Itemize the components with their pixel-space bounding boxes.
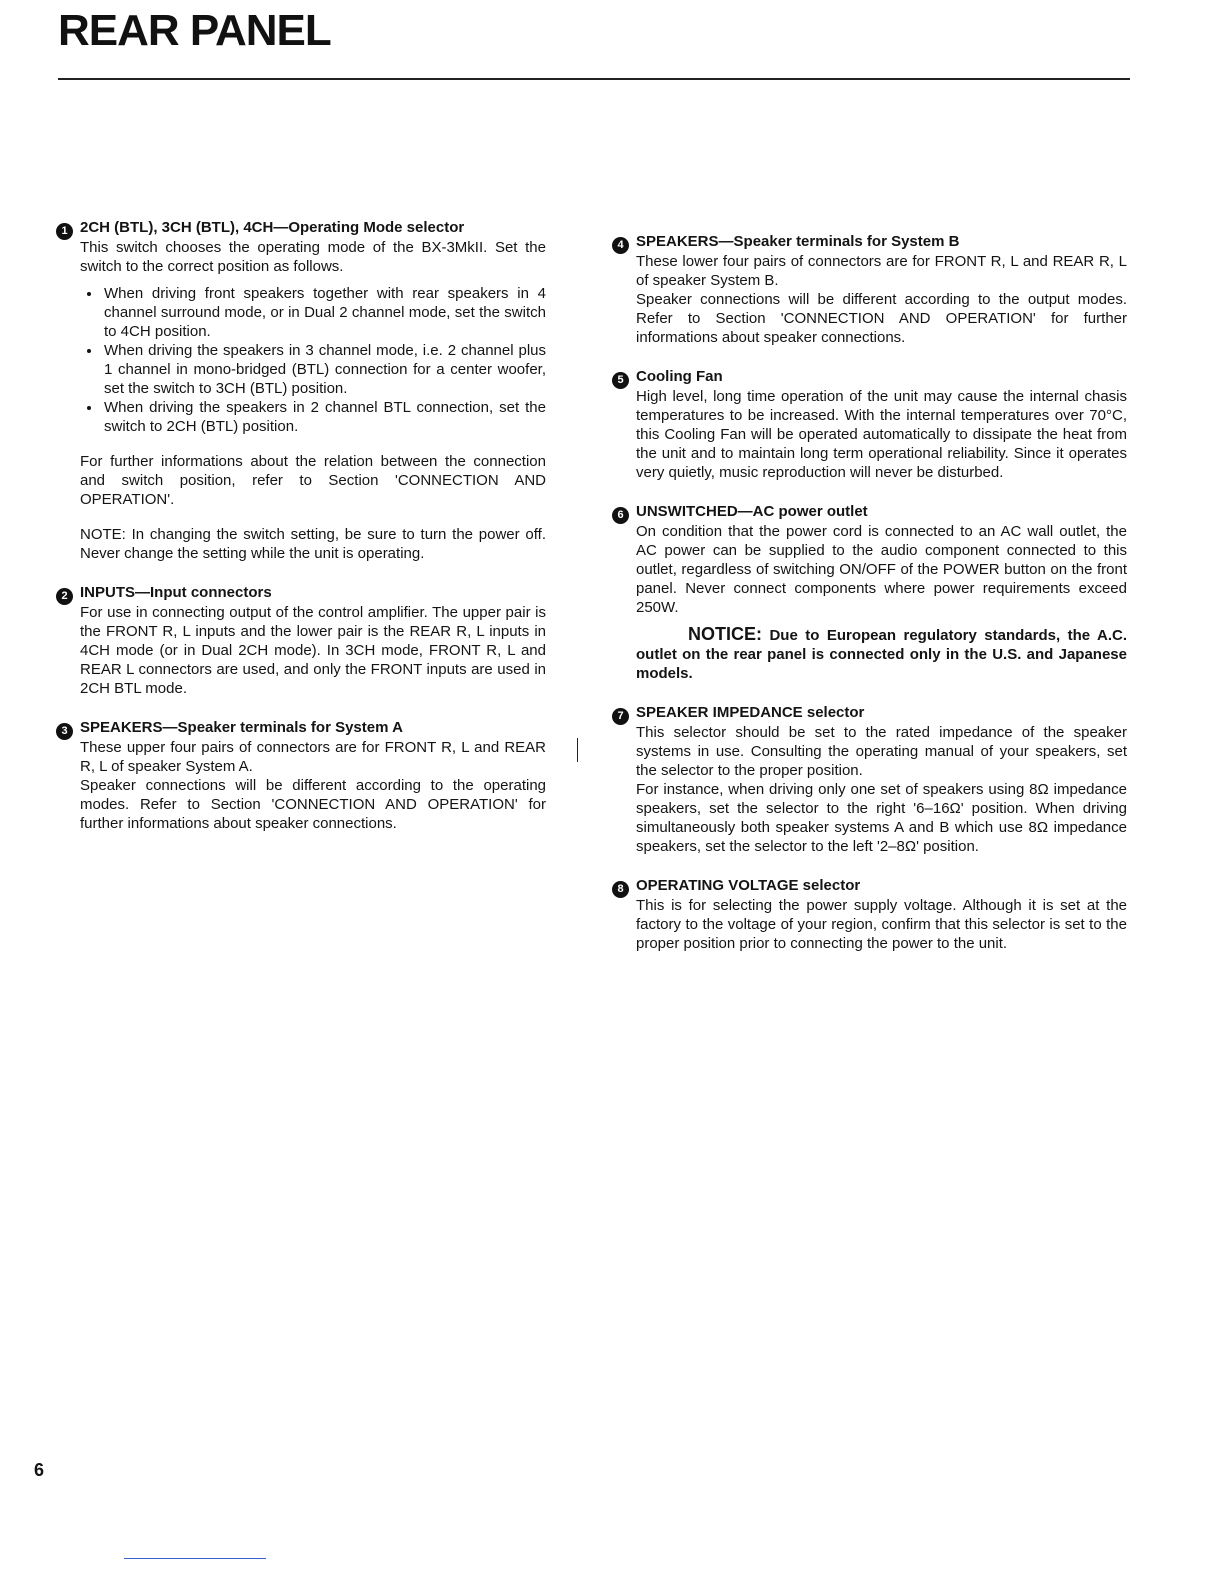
section-body	[56, 738, 546, 833]
section-paragraph: On condition that the power cord is connected to an AC wall outlet, the AC power can be supplied to the audio component connected to this outlet, regardless of switching ON/OFF of the POWER button on the front panel. Never connect components where power requirements exceed 250W.	[636, 523, 1127, 616]
notice-text: Due to European regulatory standards, the A.C. outlet on the rear panel is connected only in the U.S. and Japanese models.	[636, 627, 1127, 682]
section-body	[612, 387, 1127, 482]
section-number-badge: 3	[56, 723, 73, 740]
section-paragraph: These upper four pairs of connectors are for FRONT R, L and REAR R, L of speaker System A.	[80, 739, 546, 775]
left-column	[56, 218, 546, 853]
section-title: SPEAKERS—Speaker terminals for System B	[636, 233, 960, 250]
section-speaker-impedance-selector	[612, 703, 1127, 856]
section-paragraph: This switch chooses the operating mode of the BX-3MkII. Set the switch to the correct position as follows.	[80, 239, 546, 275]
section-heading	[612, 367, 1127, 387]
section-speakers-system-a	[56, 718, 546, 833]
section-body	[612, 252, 1127, 347]
section-cooling-fan	[612, 367, 1127, 482]
bullet-item: • When driving the speakers in 3 channel mode, i.e. 2 channel plus 1 channel in mono-bridged (BTL) connection for a center woofer, set the switch to 3CH (BTL) position.	[102, 341, 546, 398]
section-title: INPUTS—Input connectors	[80, 584, 272, 601]
notice-paragraph	[636, 625, 1127, 683]
section-heading	[56, 218, 546, 238]
column-divider-mark	[577, 738, 578, 762]
section-paragraph: This is for selecting the power supply voltage. Although it is set at the factory to the voltage of your region, confirm that this selector is set to the proper position prior to connecting the power to the unit.	[636, 897, 1127, 952]
section-number-badge: 2	[56, 588, 73, 605]
section-title: SPEAKERS—Speaker terminals for System A	[80, 719, 403, 736]
section-operating-mode-selector	[56, 218, 546, 563]
section-title: SPEAKER IMPEDANCE selector	[636, 704, 865, 721]
section-heading	[612, 232, 1127, 252]
section-title: 2CH (BTL), 3CH (BTL), 4CH—Operating Mode selector	[80, 219, 465, 236]
section-title: UNSWITCHED—AC power outlet	[636, 503, 868, 520]
bullet-item: • When driving front speakers together with rear speakers in 4 channel surround mode, or in Dual 2 channel mode, set the switch to 4CH position.	[102, 284, 546, 341]
section-title: Cooling Fan	[636, 368, 723, 385]
section-body	[56, 238, 546, 563]
bullet-list	[80, 284, 546, 436]
section-body	[56, 603, 546, 698]
section-paragraph: These lower four pairs of connectors are for FRONT R, L and REAR R, L of speaker System B.	[636, 253, 1127, 289]
section-number-badge: 8	[612, 881, 629, 898]
section-paragraph: Speaker connections will be different according to the operating modes. Refer to Section 'CONNECTION AND OPERATION' for further informations about speaker connections.	[80, 777, 546, 832]
section-paragraph: For instance, when driving only one set of speakers using 8Ω impedance speakers, set the selector to the right '6–16Ω' position. When driving simultaneously both speaker systems A and B which use 8Ω impedance speakers, set the selector to the left '2–8Ω' position.	[636, 781, 1127, 855]
notice-label: NOTICE:	[688, 624, 762, 644]
section-number-badge: 6	[612, 507, 629, 524]
section-title: OPERATING VOLTAGE selector	[636, 877, 861, 894]
section-heading	[56, 718, 546, 738]
section-ac-power-outlet	[612, 502, 1127, 683]
title-rule	[58, 78, 1130, 80]
section-body	[612, 522, 1127, 683]
section-number-badge: 5	[612, 372, 629, 389]
section-heading	[612, 703, 1127, 723]
section-paragraph: Speaker connections will be different according to the output modes. Refer to Section 'CONNECTION AND OPERATION' for further informations about speaker connections.	[636, 291, 1127, 346]
section-body	[612, 896, 1127, 953]
page-number: 6	[34, 1460, 45, 1480]
section-paragraph: For further informations about the relation between the connection and switch position, refer to Section 'CONNECTION AND OPERATION'.	[80, 453, 546, 508]
bottom-rule	[124, 1558, 266, 1559]
section-paragraph: This selector should be set to the rated impedance of the speaker systems in use. Consulting the operating manual of your speakers, set the selector to the proper position.	[636, 724, 1127, 779]
section-paragraph: High level, long time operation of the unit may cause the internal chasis temperatures to be increased. With the internal temperatures over 70°C, this Cooling Fan will be operated automatically to dissipate the heat from the unit and to maintain long term operational reliability. Since it operates very quietly, music reproduction will never be disturbed.	[636, 388, 1127, 481]
bullet-item: • When driving the speakers in 2 channel BTL connection, set the switch to 2CH (BTL) position.	[102, 398, 546, 436]
section-heading	[612, 502, 1127, 522]
note-paragraph: NOTE: In changing the switch setting, be sure to turn the power off. Never change the setting while the unit is operating.	[80, 526, 546, 562]
section-heading	[56, 583, 546, 603]
section-speakers-system-b	[612, 232, 1127, 347]
page-title: REAR PANEL	[58, 6, 331, 55]
section-body	[612, 723, 1127, 856]
section-operating-voltage-selector	[612, 876, 1127, 953]
right-column	[612, 232, 1127, 973]
section-heading	[612, 876, 1127, 896]
section-number-badge: 4	[612, 237, 629, 254]
section-number-badge: 1	[56, 223, 73, 240]
section-number-badge: 7	[612, 708, 629, 725]
section-inputs	[56, 583, 546, 698]
section-paragraph: For use in connecting output of the control amplifier. The upper pair is the FRONT R, L inputs and the lower pair is the REAR R, L inputs in 4CH mode (or in Dual 2CH mode). In 3CH mode, FRONT R, L and REAR L connectors are used, and only the FRONT inputs are used in 2CH BTL mode.	[80, 604, 546, 697]
